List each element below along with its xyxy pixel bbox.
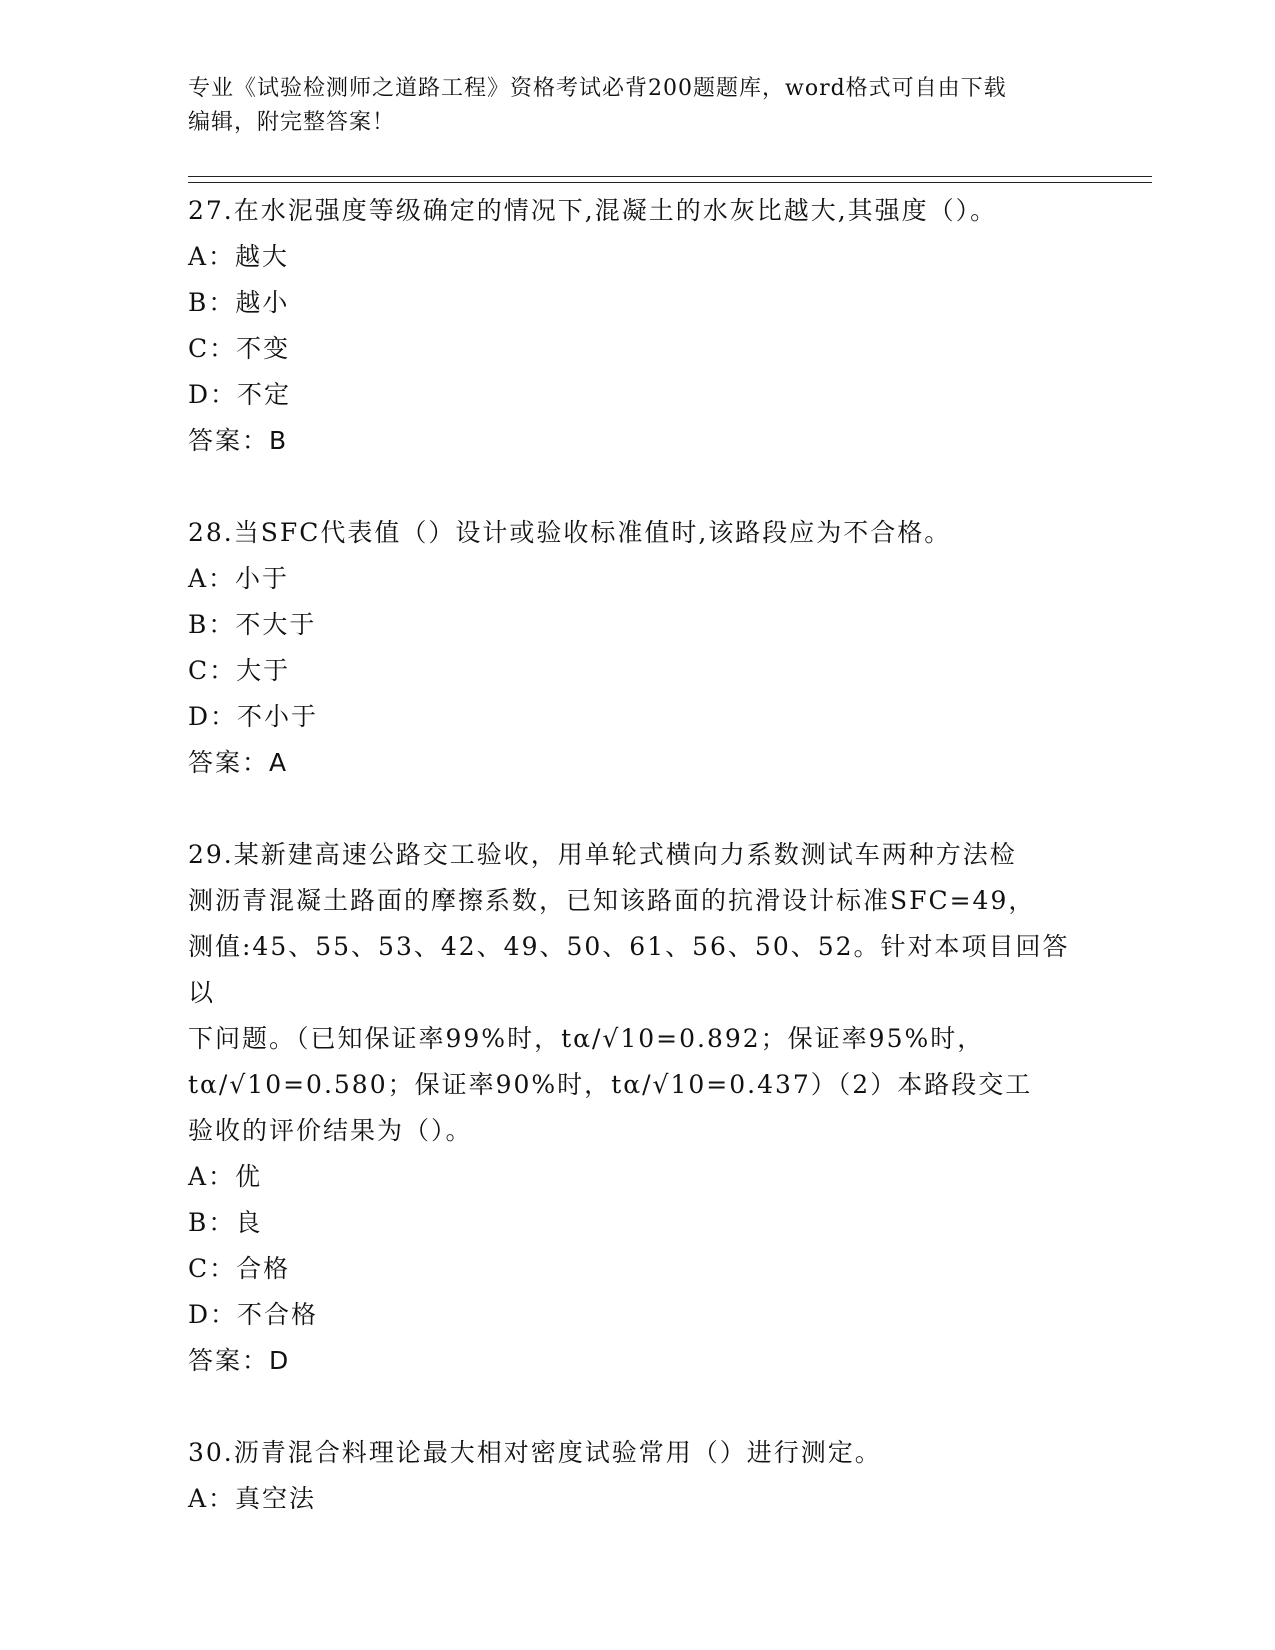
option-d: D：不定 <box>188 380 292 409</box>
option-d: D：不合格 <box>188 1300 319 1329</box>
answer-text: 答案：A <box>188 748 289 777</box>
option-b: B：越小 <box>188 288 290 317</box>
question-stem: 28.当SFC代表值（）设计或验收标准值时,该路段应为不合格。 <box>188 518 952 547</box>
question-27 <box>188 188 1088 464</box>
question-stem: 30.沥青混合料理论最大相对密度试验常用（）进行测定。 <box>188 1438 882 1467</box>
option-a: A：真空法 <box>188 1484 317 1513</box>
option-a: A：越大 <box>188 242 290 271</box>
header-line-1: 专业《试验检测师之道路工程》资格考试必背200题题库，word格式可自由下载 <box>188 76 1007 101</box>
header-line-2: 编辑，附完整答案！ <box>188 110 396 135</box>
question-stem-line-4: 下问题。（已知保证率99%时，tα/√10=0.892；保证率95%时， <box>188 1024 985 1053</box>
question-30 <box>188 1430 1088 1522</box>
question-stem-line-5: tα/√10=0.580；保证率90%时，tα/√10=0.437）（2）本路段交工 <box>188 1070 1033 1099</box>
question-stem-line-2: 测沥青混凝土路面的摩擦系数，已知该路面的抗滑设计标准SFC=49， <box>188 886 1036 915</box>
header-divider-thin <box>188 182 1152 183</box>
question-stem-line-3: 测值:45、55、53、42、49、50、61、56、50、52。针对本项目回答以 <box>188 932 1070 1007</box>
option-c: C：合格 <box>188 1254 291 1283</box>
question-list <box>188 188 1088 1568</box>
option-c: C：不变 <box>188 334 291 363</box>
option-a: A：小于 <box>188 564 290 593</box>
question-29 <box>188 832 1088 1384</box>
answer-text: 答案：B <box>188 426 289 455</box>
option-a: A：优 <box>188 1162 263 1191</box>
question-stem-line-6: 验收的评价结果为（）。 <box>188 1116 473 1145</box>
option-c: C：大于 <box>188 656 291 685</box>
option-b: B：不大于 <box>188 610 317 639</box>
option-b: B：良 <box>188 1208 263 1237</box>
question-stem-line-1: 29.某新建高速公路交工验收，用单轮式横向力系数测试车两种方法检 <box>188 840 1017 869</box>
question-stem: 27.在水泥强度等级确定的情况下,混凝土的水灰比越大,其强度（）。 <box>188 196 998 225</box>
answer-text: 答案：D <box>188 1346 291 1375</box>
header-divider-thick <box>188 176 1152 177</box>
document-header <box>188 72 1088 140</box>
option-d: D：不小于 <box>188 702 319 731</box>
question-28 <box>188 510 1088 786</box>
